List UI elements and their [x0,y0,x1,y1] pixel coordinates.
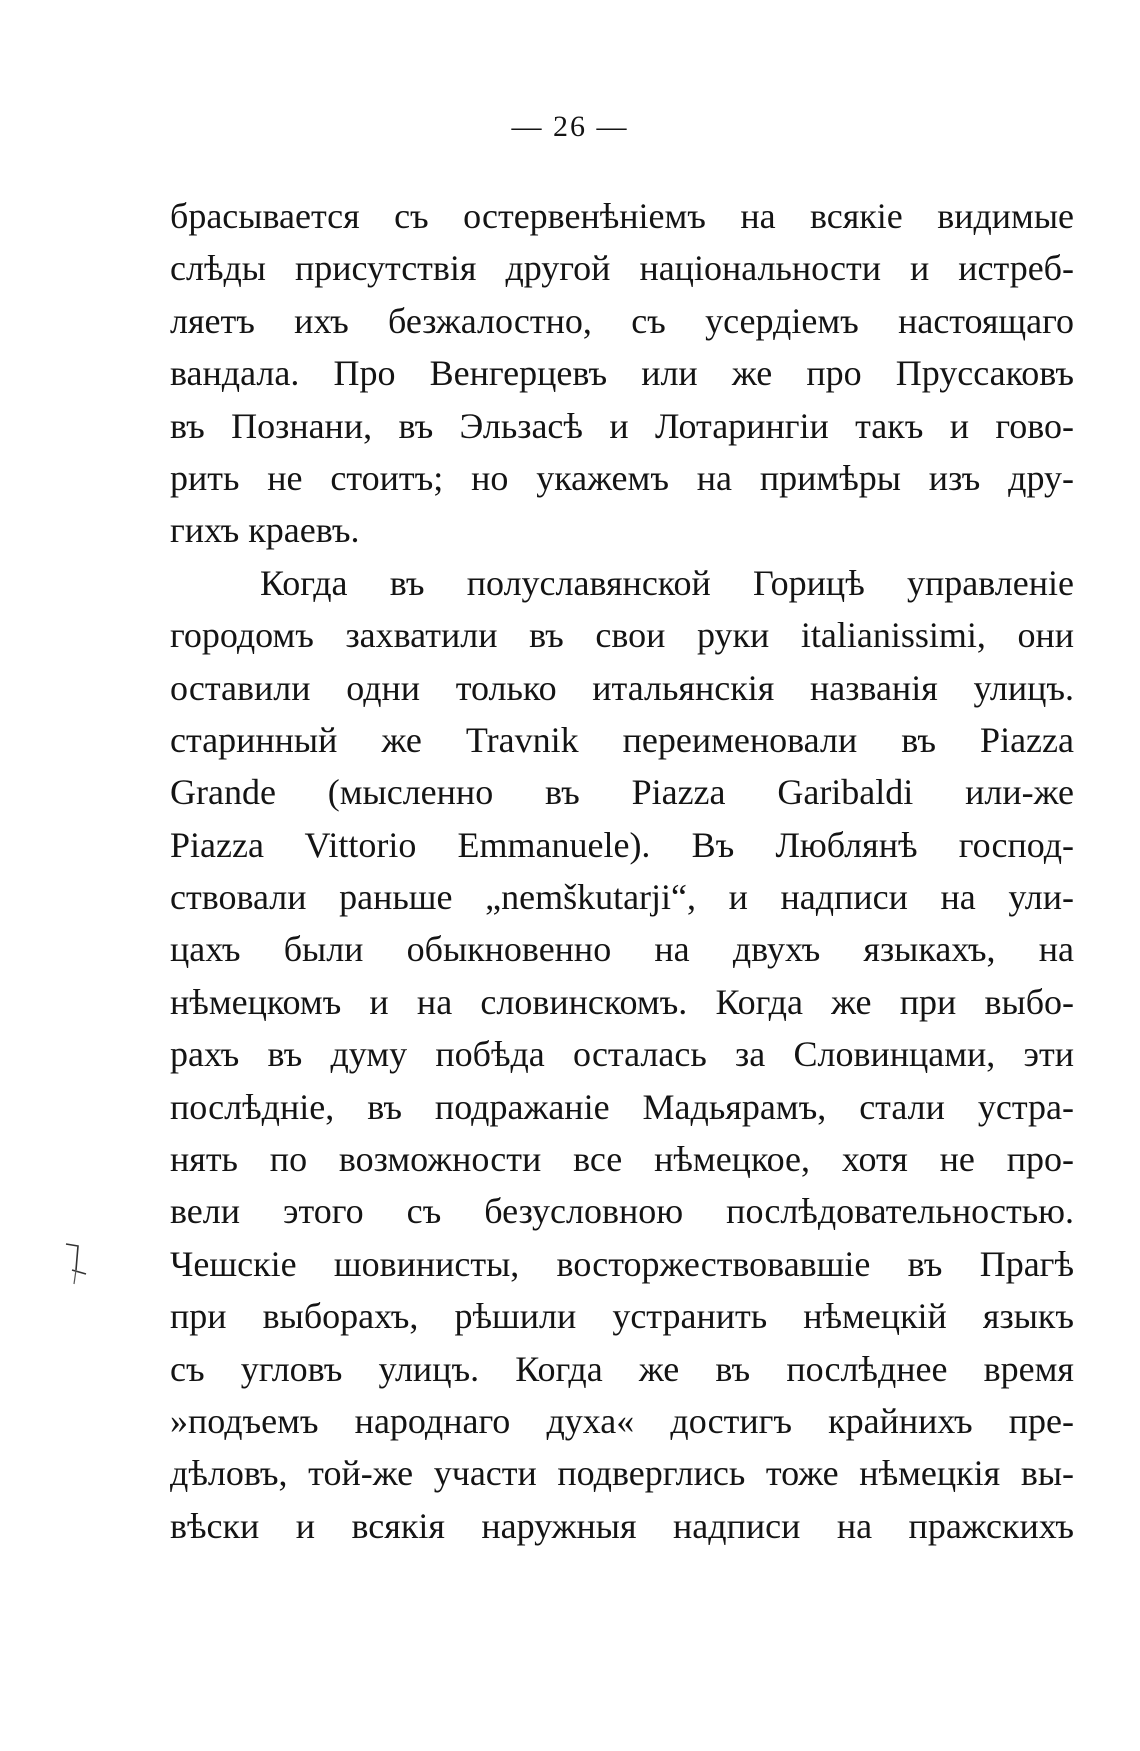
text-line: старинный же Travnik переименовали въ Piazza [170,719,1074,760]
text-line: слѣды присутствія другой національности и истреб- [170,248,1074,289]
text-line: вандала. Про Венгерцевъ или же про Пруссаковъ [170,353,1074,394]
text-line: »подъемъ народнаго духа« достигъ крайнихъ пре- [170,1400,1074,1441]
text-line: гихъ краевъ. [170,510,360,551]
text-line: нѣмецкомъ и на словинскомъ. Когда же при выбо- [170,981,1074,1022]
text-line: оставили одни только итальянскія названія улицъ. [170,667,1074,708]
text-line: ляетъ ихъ безжалостно, съ усердіемъ настоящаго [170,300,1074,341]
text-line: Чешскіе шовинисты, восторжествовавшіе въ Прагѣ [170,1243,1074,1284]
text-line: при выборахъ, рѣшили устранить нѣмецкій языкъ [170,1296,1074,1337]
body-text [170,190,1074,1552]
text-line: вели этого съ безусловною послѣдовательностью. [170,1191,1074,1232]
text-line: Piazza Vittorio Emmanuele). Въ Люблянѣ господ- [170,824,1074,865]
text-line: Когда въ полуславянской Горицѣ управленіе [260,562,1074,603]
text-line: нять по возможности все нѣмецкое, хотя не про- [170,1139,1074,1180]
text-line: съ угловъ улицъ. Когда же въ послѣднее время [170,1348,1074,1389]
text-line: послѣдніе, въ подражаніе Мадьярамъ, стали устра- [170,1086,1074,1127]
text-line: вѣски и всякія наружныя надписи на пражскихъ [170,1505,1074,1546]
text-line: Grande (мысленно въ Piazza Garibaldi или-же [170,772,1074,813]
text-line: городомъ захватили въ свои руки italianissimi, они [170,615,1074,656]
text-line: ствовали раньше „nemškutarji“, и надписи на ули- [170,877,1074,918]
text-line: въ Познани, въ Эльзасѣ и Лотарингіи такъ и гово- [170,405,1074,446]
handwritten-margin-mark-icon [62,1240,96,1286]
text-line: дѣловъ, той-же участи подверглись тоже нѣмецкія вы- [170,1453,1074,1494]
text-line: рить не стоитъ; но укажемъ на примѣры изъ дру- [170,457,1074,498]
text-line: цахъ были обыкновенно на двухъ языкахъ, на [170,929,1074,970]
text-line: брасывается съ остервенѣніемъ на всякіе видимые [170,196,1074,236]
page-number: — 26 — [511,110,629,143]
text-line: рахъ въ думу побѣда осталась за Словинцами, эти [170,1034,1074,1075]
